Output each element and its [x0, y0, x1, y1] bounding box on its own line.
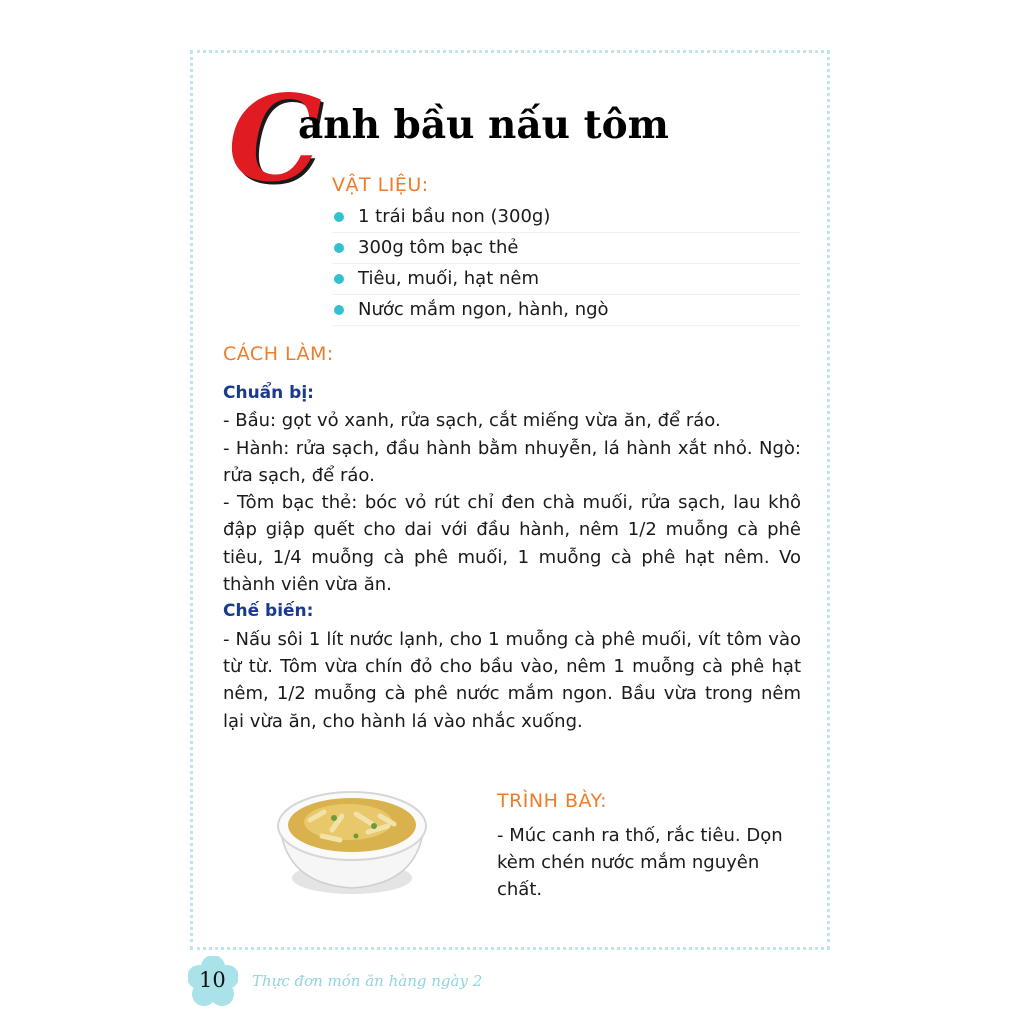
- ingredient-item: [332, 202, 800, 233]
- materials-heading: VẬT LIỆU:: [332, 174, 429, 196]
- cook-heading: Chế biến:: [223, 601, 314, 622]
- method-heading: CÁCH LÀM:: [223, 343, 334, 365]
- ingredient-text: 1 trái bầu non (300g): [358, 206, 551, 227]
- title-drop-cap: C: [228, 69, 322, 208]
- book-title: Thực đơn món ăn hàng ngày 2: [252, 972, 483, 990]
- bullet-icon: [334, 305, 344, 315]
- soup-bowl-image: [272, 780, 432, 898]
- ingredient-item: [332, 264, 800, 295]
- ingredient-text: Tiêu, muối, hạt nêm: [358, 268, 540, 289]
- bullet-icon: [334, 212, 344, 222]
- method-body: [223, 380, 801, 735]
- prep-paragraph: - Bầu: gọt vỏ xanh, rửa sạch, cắt miếng vừa ăn, để ráo.: [223, 410, 721, 432]
- ingredient-item: [332, 295, 800, 326]
- prep-paragraph: - Tôm bạc thẻ: bóc vỏ rút chỉ đen chà muối, rửa sạch, lau khô đập giập quết cho dai với đầu hành, nêm 1/2 muỗng cà phê tiêu, 1/4 muỗng cà phê muối, 1 muỗng cà phê hạt nêm. Vo thành viên vừa ăn.: [223, 492, 801, 596]
- cook-paragraph: - Nấu sôi 1 lít nước lạnh, cho 1 muỗng cà phê muối, vít tôm vào từ từ. Tôm vừa chín đỏ cho bầu vào, nêm 1 muỗng cà phê hạt nêm, 1/2 muỗng cà phê nước mắm ngon. Bầu vừa trong nêm lại vừa ăn, cho hành lá vào nhắc xuống.: [223, 628, 801, 732]
- bullet-icon: [334, 243, 344, 253]
- title-text: anh bầu nấu tôm: [298, 102, 669, 148]
- bullet-icon: [334, 274, 344, 284]
- presentation-text: - Múc canh ra thố, rắc tiêu. Dọn kèm chén nước mắm nguyên chất.: [497, 825, 783, 900]
- ingredient-text: Nước mắm ngon, hành, ngò: [358, 299, 609, 320]
- presentation-heading: TRÌNH BÀY:: [497, 790, 607, 812]
- ingredient-item: [332, 233, 800, 264]
- page-number: 10: [199, 968, 226, 992]
- prep-paragraph: - Hành: rửa sạch, đầu hành bằm nhuyễn, lá hành xắt nhỏ. Ngò: rửa sạch, để ráo.: [223, 437, 801, 486]
- ingredient-list: [332, 202, 800, 326]
- prep-heading: Chuẩn bị:: [223, 383, 314, 403]
- ingredient-text: 300g tôm bạc thẻ: [358, 237, 519, 258]
